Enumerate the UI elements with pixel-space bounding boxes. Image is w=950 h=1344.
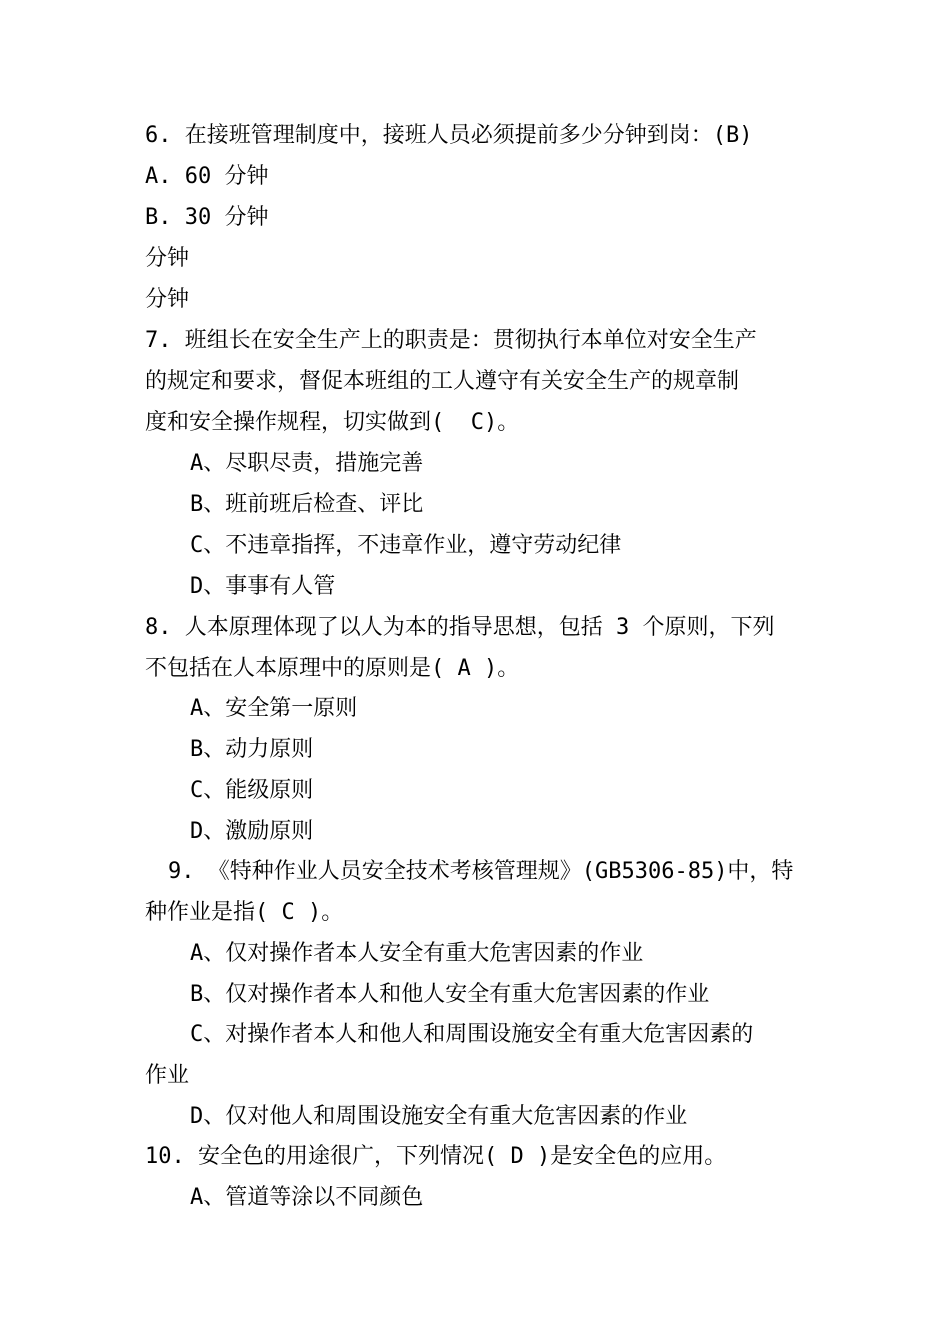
question-10-option-a: A、管道等涂以不同颜色 — [190, 1185, 424, 1210]
question-8-option-c: C、能级原则 — [190, 778, 314, 803]
question-9-text-line-1: 9. 《特种作业人员安全技术考核管理规》(GB5306-85)中，特 — [168, 859, 794, 884]
question-9-option-c: C、对操作者本人和他人和周围设施安全有重大危害因素的 — [190, 1022, 754, 1047]
question-6-option-a: A. 60 分钟 — [145, 164, 269, 189]
question-7-option-d: D、事事有人管 — [190, 574, 336, 599]
question-6-option-d: 分钟 — [145, 287, 190, 312]
question-9-text-line-2: 种作业是指( C )。 — [145, 900, 344, 925]
question-8-option-d: D、激励原则 — [190, 819, 314, 844]
question-6-text: 6. 在接班管理制度中，接班人员必须提前多少分钟到岗：(B) — [145, 123, 753, 148]
question-6-option-b: B. 30 分钟 — [145, 205, 269, 230]
question-8-option-a: A、安全第一原则 — [190, 696, 358, 721]
question-8-text-line-1: 8. 人本原理体现了以人为本的指导思想，包括 3 个原则，下列 — [145, 615, 775, 640]
question-9-option-a: A、仅对操作者本人安全有重大危害因素的作业 — [190, 941, 644, 966]
question-7-text-line-1: 7. 班组长在安全生产上的职责是：贯彻执行本单位对安全生产 — [145, 328, 757, 353]
question-7-text-line-3: 度和安全操作规程，切实做到( C)。 — [145, 410, 520, 435]
question-6-option-c: 分钟 — [145, 246, 190, 271]
question-9-option-c-continued: 作业 — [145, 1063, 190, 1088]
question-9-option-b: B、仅对操作者本人和他人安全有重大危害因素的作业 — [190, 982, 710, 1007]
question-7-option-c: C、不违章指挥，不违章作业，遵守劳动纪律 — [190, 533, 622, 558]
question-8-option-b: B、动力原则 — [190, 737, 314, 762]
question-8-text-line-2: 不包括在人本原理中的原则是( A )。 — [145, 656, 520, 681]
question-10-text: 10. 安全色的用途很广，下列情况( D )是安全色的应用。 — [145, 1144, 727, 1169]
question-9-option-d: D、仅对他人和周围设施安全有重大危害因素的作业 — [190, 1104, 688, 1129]
question-7-option-b: B、班前班后检查、评比 — [190, 492, 424, 517]
question-7-option-a: A、尽职尽责，措施完善 — [190, 451, 424, 476]
question-7-text-line-2: 的规定和要求，督促本班组的工人遵守有关安全生产的规章制 — [145, 369, 740, 394]
